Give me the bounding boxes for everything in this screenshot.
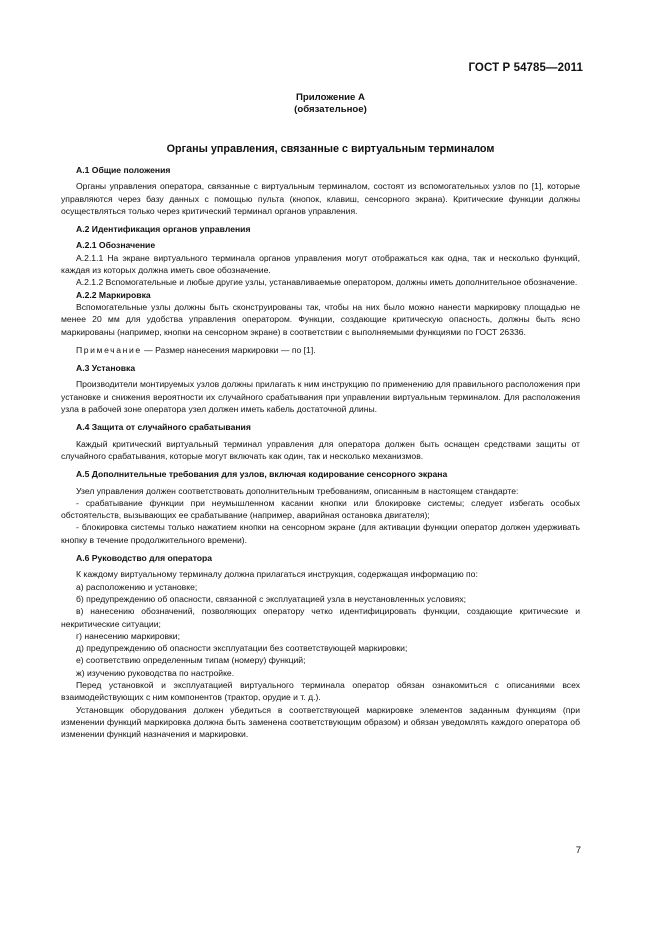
standard-number: ГОСТ Р 54785—2011 (468, 62, 583, 74)
list-item: в) нанесению обозначений, позволяющих оператору четко идентифицировать функции, создающие критические и некритические ситуации; (61, 606, 580, 629)
list-item: а) расположению и установке; (76, 581, 198, 592)
paragraph: Вспомогательные узлы должны быть сконструированы так, чтобы на них было можно нанести маркировку площадью не менее 20 мм для удобства управления оператором. Функции, создающие критическую опасность, должны быть ясно маркированы (например, кнопки на сенсорном экране) в соответствии с выполняемыми функциями по ГОСТ 26336. (61, 301, 580, 337)
section-a5-heading: А.5 Дополнительные требования для узлов, включая кодирование сенсорного экрана (76, 469, 448, 480)
paragraph: А.2.1.2 Вспомогательные и любые другие узлы, устанавливаемые оператором, должны иметь дополнительное обозначение. (76, 277, 578, 288)
list-item: - блокировка системы только нажатием кнопки на сенсорном экране (для активации функции оператор должен удерживать кнопку в течение продолжительного времени). (61, 522, 580, 545)
document-title: Органы управления, связанные с виртуальным терминалом (166, 143, 495, 155)
paragraph: Производители монтируемых узлов должны прилагать к ним инструкцию по применению для правильного расположения при установке и снижения вероятности их случайного срабатывания при управлении виртуальным терминалом. Для расположения узла в рабочей зоне оператора узел должен иметь кабель достаточной длины. (61, 379, 580, 415)
section-a2-heading: А.2 Идентификация органов управления (76, 224, 251, 235)
annex-heading (0, 92, 661, 116)
list-item: - срабатывание функции при неумышленном касании кнопки или блокировке системы; следует избегать особых обстоятельств, вызывающих ее срабатывание (например, аварийная остановка двигателя); (61, 497, 580, 521)
paragraph: Установщик оборудования должен убедиться в соответствующей маркировке элементов заданным функциям (при изменении функций маркировка должна быть заменена соответствующим образом) и обязан уведомлять каждого оператора об изменении функций назначения и маркировки. (61, 704, 580, 740)
section-a1-heading: А.1 Общие положения (76, 165, 171, 175)
list-item: б) предупреждению об опасности, связанной с эксплуатацией узла в неустановленных условиях; (76, 593, 467, 604)
annex-title: Приложение А (296, 92, 365, 103)
list-item: е) соответствию определенным типам (номеру) функций; (76, 655, 306, 666)
page-number: 7 (575, 845, 581, 856)
document-body (61, 164, 580, 740)
section-a3-heading: А.3 Установка (76, 363, 136, 374)
section-a6-heading: А.6 Руководство для оператора (76, 553, 213, 564)
list-item: д) предупреждению об опасности эксплуатации без соответствующей маркировки; (76, 643, 408, 654)
section-a21-heading: А.2.1 Обозначение (76, 240, 156, 251)
paragraph: К каждому виртуальному терминалу должна прилагаться инструкция, содержащая информацию по: (76, 569, 478, 580)
note-text: — Размер нанесения маркировки — по [1]. (141, 344, 316, 355)
section-a22-heading: А.2.2 Маркировка (76, 289, 151, 300)
list-item: ж) изучению руководства по настройке. (76, 667, 235, 678)
paragraph: Узел управления должен соответствовать дополнительным требованиям, описанным в настоящем стандарте: (76, 485, 519, 496)
paragraph: Органы управления оператора, связанные с виртуальным терминалом, состоят из вспомогательных узлов по [1], которые управляются через базу данных с помощью пульта (кнопок, клавиш, сенсорного экрана). Критические функции должны осуществляться только через критический терминал органов управления. (61, 181, 580, 216)
paragraph: Каждый критический виртуальный терминал управления для оператора должен быть оснащен средствами защиты от случайного срабатывания, которые могут включать как один, так и несколько механизмов. (61, 438, 580, 461)
section-a4-heading: А.4 Защита от случайного срабатывания (76, 422, 251, 433)
note-label: Примечание (76, 344, 142, 355)
paragraph: А.2.1.1 На экране виртуального терминала органов управления могут отображаться как одна, так и несколько функций, каждая из которых должна иметь свое обозначение. (61, 252, 580, 276)
annex-status: (обязательное) (294, 104, 367, 115)
list-item: г) нанесению маркировки; (76, 630, 180, 641)
paragraph: Перед установкой и эксплуатацией виртуального терминала оператор обязан ознакомиться с описаниями всех взаимодействующих с ним компонентов (трактор, орудие и т. д.). (61, 679, 580, 703)
note (61, 344, 580, 356)
